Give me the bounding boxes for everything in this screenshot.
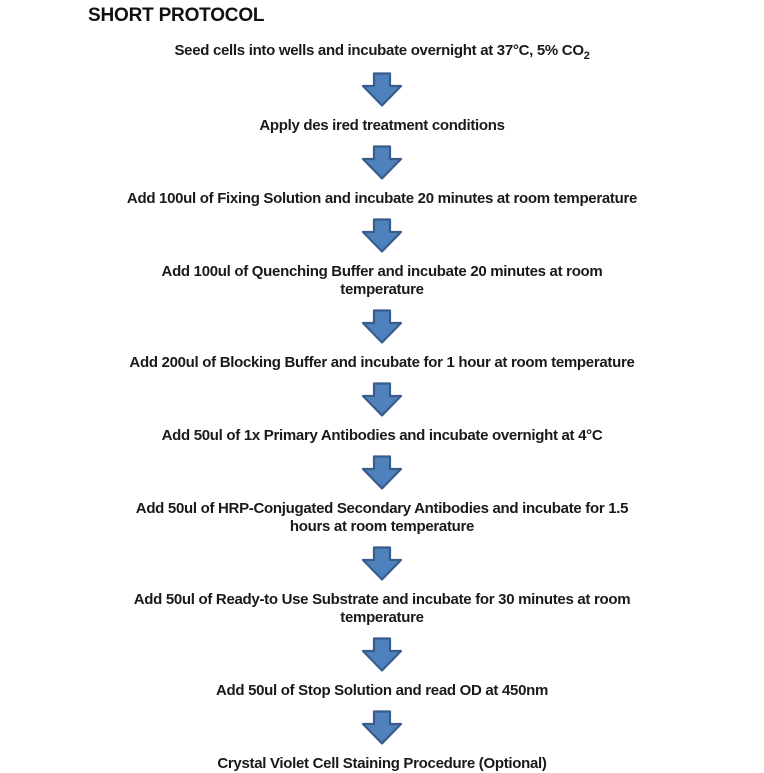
down-arrow-icon xyxy=(361,72,403,107)
step-text: Add 100ul of Fixing Solution and incubate 20 minutes at room temperature xyxy=(126,190,638,207)
step-quenching-buffer xyxy=(162,263,603,299)
down-arrow-icon xyxy=(361,309,403,344)
step-text: Add 50ul of Stop Solution and read OD at 450nm xyxy=(215,682,549,699)
step-primary-antibodies xyxy=(162,427,603,445)
step-text: Add 50ul of 1x Primary Antibodies and incubate overnight at 4°C xyxy=(161,427,603,444)
step-text-line: Add 50ul of Ready-to Use Substrate and incubate for 30 minutes at room xyxy=(133,591,631,608)
step-text: Crystal Violet Cell Staining Procedure (Optional) xyxy=(217,755,547,772)
step-text-line: Add 100ul of Quenching Buffer and incubate 20 minutes at room xyxy=(161,263,603,280)
step-text-line: hours at room temperature xyxy=(289,518,475,535)
page-title: SHORT PROTOCOL xyxy=(88,5,265,26)
step-substrate xyxy=(134,591,631,627)
step-stop-solution xyxy=(216,682,548,700)
down-arrow-icon xyxy=(361,218,403,253)
down-arrow-icon xyxy=(361,637,403,672)
down-arrow-icon xyxy=(361,145,403,180)
protocol-flowchart xyxy=(0,42,764,773)
step-crystal-violet xyxy=(217,755,546,773)
step-text: Seed cells into wells and incubate overnight at 37°C, 5% CO xyxy=(174,42,584,59)
step-apply-treatment xyxy=(259,117,504,135)
step-text-line: temperature xyxy=(340,609,424,626)
step-text: Apply des ired treatment conditions xyxy=(259,117,505,134)
step-text-line: Add 50ul of HRP-Conjugated Secondary Antibodies and incubate for 1.5 xyxy=(135,500,629,517)
down-arrow-icon xyxy=(361,546,403,581)
step-text-line: temperature xyxy=(340,281,424,298)
step-seed-cells xyxy=(174,42,589,62)
down-arrow-icon xyxy=(361,455,403,490)
step-text: Add 200ul of Blocking Buffer and incubate for 1 hour at room temperature xyxy=(129,354,635,371)
step-secondary-antibodies xyxy=(136,500,628,536)
step-blocking-buffer xyxy=(129,354,634,372)
down-arrow-icon xyxy=(361,382,403,417)
step-fixing-solution xyxy=(127,190,637,208)
down-arrow-icon xyxy=(361,710,403,745)
subscript-2: 2 xyxy=(583,50,590,62)
